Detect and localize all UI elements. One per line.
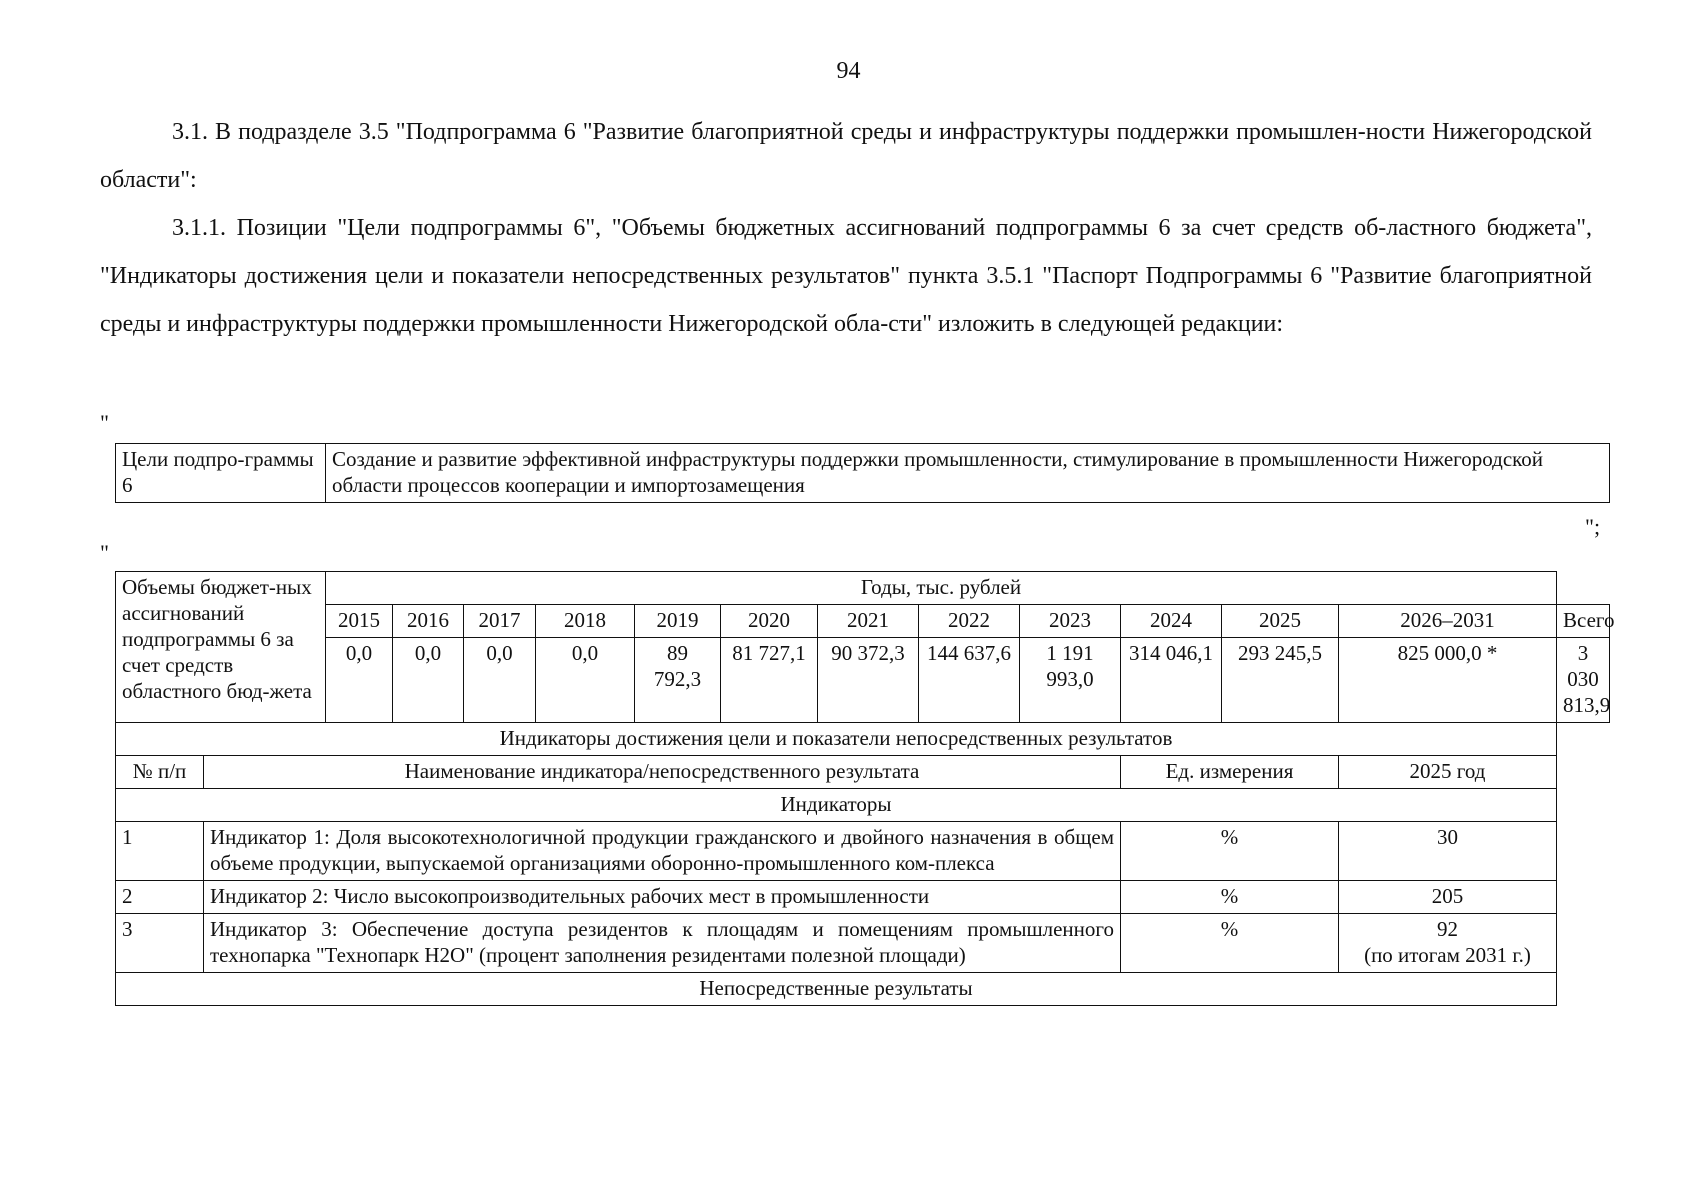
budget-value: 144 637,6 (919, 638, 1020, 723)
col-header-name: Наименование индикатора/непосредственного результата (204, 756, 1121, 789)
paragraph-3-1: 3.1. В подразделе 3.5 "Подпрограмма 6 "Развитие благоприятной среды и инфраструктуры поддержки промышлен-ности Нижегородской области": (100, 119, 1592, 193)
year-header: 2024 (1121, 605, 1222, 638)
opening-quote-2: " (100, 540, 109, 565)
budget-value: 314 046,1 (1121, 638, 1222, 723)
year-header: 2018 (536, 605, 635, 638)
table-row (116, 914, 1610, 973)
budget-value: 81 727,1 (721, 638, 818, 723)
row-number: 1 (116, 822, 204, 881)
table-row (116, 881, 1610, 914)
budget-value: 90 372,3 (818, 638, 919, 723)
row-number: 2 (116, 881, 204, 914)
indicator-value-cell (1339, 914, 1557, 973)
indicator-value-note: (по итогам 2031 г.) (1364, 943, 1531, 967)
total-header: Всего (1557, 605, 1610, 638)
budget-label: Объемы бюджет-ных ассигнований подпрограммы 6 за счет средств областного бюд-жета (116, 572, 326, 723)
goals-text: Создание и развитие эффективной инфраструктуры поддержки промышленности, стимулирование в промышленности Нижегородской области процессов кооперации и импортозамещения (326, 444, 1610, 503)
budget-value: 293 245,5 (1222, 638, 1339, 723)
indicator-name: Индикатор 3: Обеспечение доступа резидентов к площадям и помещениям промышленного технопарка "Технопарк Н2О" (процент заполнения резидентами полезной площади) (204, 914, 1121, 973)
budget-value: 0,0 (464, 638, 536, 723)
indicator-unit: % (1121, 822, 1339, 881)
indicator-value: 205 (1339, 881, 1557, 914)
year-header: 2017 (464, 605, 536, 638)
budget-value: 0,0 (536, 638, 635, 723)
page-number: 94 (836, 58, 861, 84)
indicator-value: 30 (1339, 822, 1557, 881)
budget-value: 89 792,3 (635, 638, 721, 723)
indicator-value: 92 (1437, 917, 1458, 941)
indicators-subheader: Индикаторы (116, 789, 1557, 822)
indicators-section-title: Индикаторы достижения цели и показатели непосредственных результатов (116, 723, 1557, 756)
direct-results-header: Непосредственные результаты (116, 973, 1557, 1006)
goals-table (115, 443, 1610, 503)
years-header: Годы, тыс. рублей (326, 572, 1557, 605)
year-header: 2021 (818, 605, 919, 638)
closing-quote: "; (1585, 514, 1601, 539)
year-header: 2022 (919, 605, 1020, 638)
year-header: 2025 (1222, 605, 1339, 638)
row-number: 3 (116, 914, 204, 973)
indicator-unit: % (1121, 914, 1339, 973)
paragraph-3-1-1: 3.1.1. Позиции "Цели подпрограммы 6", "Объемы бюджетных ассигнований подпрограммы 6 за счет средств об-ластного бюджета", "Индикаторы достижения цели и показатели непосредственных результатов" пункта 3.5.1 "Паспорт Подпрограммы 6 "Развитие благоприятной среды и инфраструктуры поддержки промышленности Нижегородской обла-сти" изложить в следующей редакции: (100, 215, 1592, 337)
table-row (116, 822, 1610, 881)
budget-value: 0,0 (326, 638, 393, 723)
col-header-value: 2025 год (1339, 756, 1557, 789)
col-header-number: № п/п (116, 756, 204, 789)
col-header-unit: Ед. измерения (1121, 756, 1339, 789)
indicator-name: Индикатор 1: Доля высокотехнологичной продукции гражданского и двойного назначения в общем объеме продукции, выпускаемой организациями оборонно-промышленного ком-плекса (204, 822, 1121, 881)
budget-value: 825 000,0 * (1339, 638, 1557, 723)
year-header: 2016 (393, 605, 464, 638)
opening-quote: " (100, 410, 109, 435)
budget-value: 0,0 (393, 638, 464, 723)
budget-indicators-table (115, 571, 1615, 1006)
goals-label: Цели подпро-граммы 6 (116, 444, 326, 503)
indicator-unit: % (1121, 881, 1339, 914)
year-header: 2023 (1020, 605, 1121, 638)
budget-value: 1 191 993,0 (1020, 638, 1121, 723)
year-header: 2020 (721, 605, 818, 638)
indicator-name: Индикатор 2: Число высокопроизводительных рабочих мест в промышленности (204, 881, 1121, 914)
year-header: 2026–2031 (1339, 605, 1557, 638)
budget-total: 3 030 813,9 (1557, 638, 1610, 723)
year-header: 2015 (326, 605, 393, 638)
year-header: 2019 (635, 605, 721, 638)
